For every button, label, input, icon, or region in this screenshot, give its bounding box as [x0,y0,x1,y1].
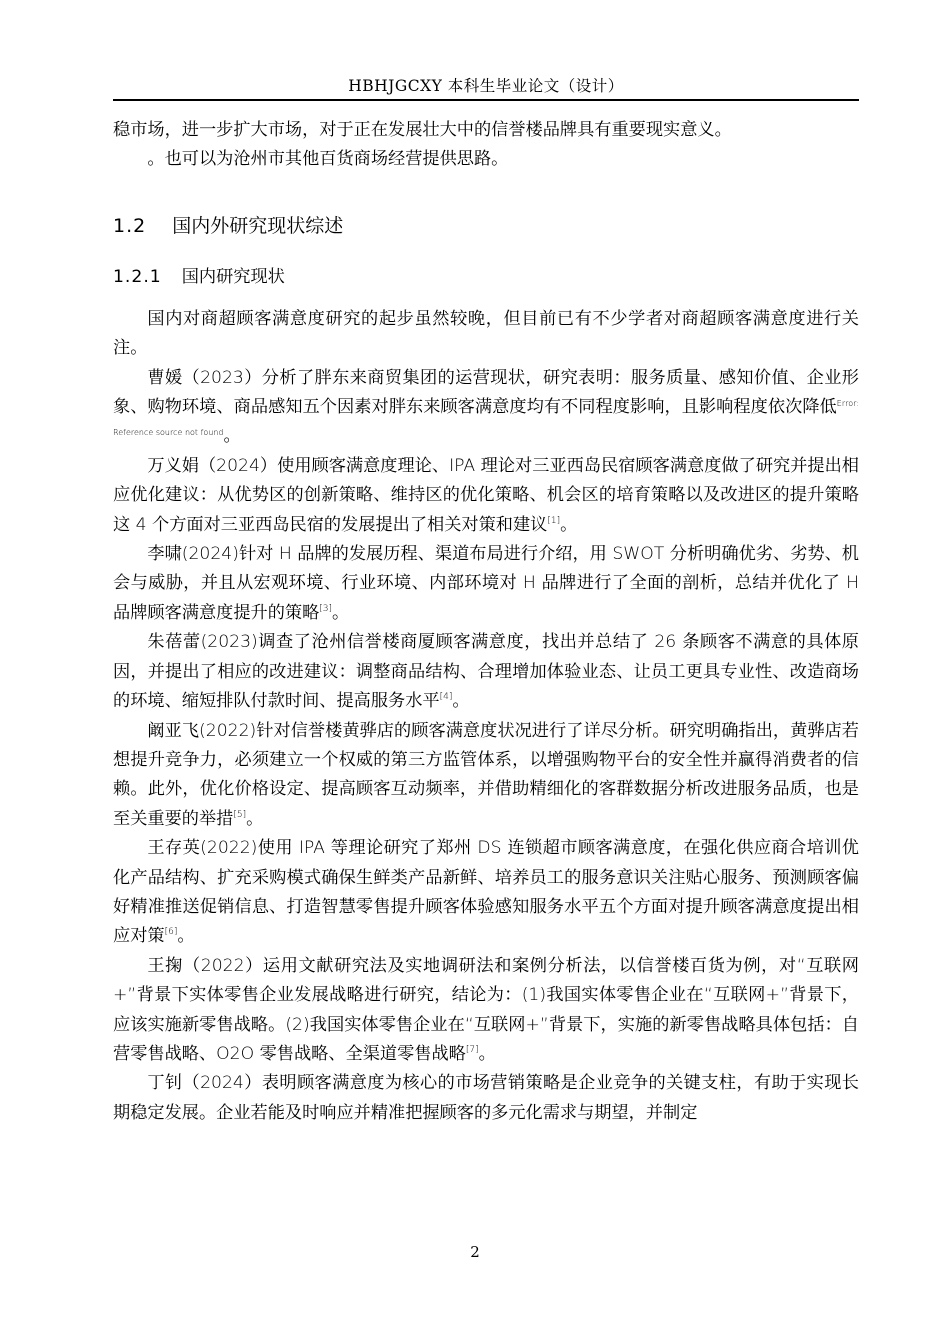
citation-error: Error: Reference source not found [113,399,859,438]
section-title: 国内外研究现状综述 [172,214,344,237]
paragraph-end: 。 [246,808,264,829]
citation: [7] [465,1044,479,1055]
citation: [4] [439,692,453,703]
paragraph-end: 。 [560,514,578,535]
body-paragraph [113,1069,859,1128]
body-paragraph [113,305,859,364]
citation: [5] [233,809,247,820]
paragraph-text: 朱蓓蕾(2023)调查了沧州信誉楼商厦顾客满意度，找出并总结了 26 条顾客不满意的具体原因，并提出了相应的改进建议：调整商品结构、合理增加体验业态、让员工更具专业性、改造商场的环境、缩短排队付款时间、提高服务水平 [113,632,859,712]
citation: [1] [547,515,561,526]
page-body [113,116,859,1128]
body-paragraph [113,952,859,1070]
body-paragraph [113,717,859,835]
citation: [6] [164,927,178,938]
paragraph-text: 丁钊（2024）表明顾客满意度为核心的市场营销策略是企业竞争的关键支柱，有助于实现长期稳定发展。企业若能及时响应并精准把握顾客的多元化需求与期望，并制定 [113,1073,859,1123]
section-heading [113,213,859,265]
paragraph-end: 。 [452,691,470,712]
body-paragraph [113,628,859,716]
paragraph-end: 。 [332,602,350,623]
paragraph-end: 。 [177,926,195,947]
citation: [3] [319,603,333,614]
paragraph-text: 曹媛（2023）分析了胖东来商贸集团的运营现状，研究表明：服务质量、感知价值、企业形象、购物环境、商品感知五个因素对胖东来顾客满意度均有不同程度影响，且影响程度依次降低 [113,367,859,418]
paragraph-text: 王存英(2022)使用 IPA 等理论研究了郑州 DS 连锁超市顾客满意度，在强化供应商合培训优化产品结构、扩充采购模式确保生鲜类产品新鲜、培养员工的服务意识关注贴心服务、预测顾客偏好精准推送促销信息、打造智慧零售提升顾客体验感知服务水平五个方面对提升顾客满意度提出相应对策 [113,838,859,947]
paragraph-text: 阚亚飞(2022)针对信誉楼黄骅店的顾客满意度状况进行了详尽分析。研究明确指出，黄骅店若想提升竞争力，必须建立一个权威的第三方监管体系，以增强购物平台的安全性并赢得消费者的信赖。此外，优化价格设定、提高顾客互动频率，并借助精细化的客群数据分析改进服务品质，也是至关重要的举措 [113,720,859,829]
paragraph-text: 王掬（2022）运用文献研究法及实地调研法和案例分析法，以信誉楼百货为例，对“互联网+”背景下实体零售企业发展战略进行研究，结论为：(1)我国实体零售企业在“互联网+”背景下，应该实施新零售战略。(2)我国实体零售企业在“互联网+”背景下，实施的新零售战略具体包括：自营零售战略、O2O 零售战略、全渠道零售战略 [113,955,859,1064]
page-number: 2 [470,1243,480,1261]
paragraph-text: 李啸(2024)针对 H 品牌的发展历程、渠道布局进行介绍，用 SWOT 分析明确优劣、劣势、机会与威胁，并且从宏观环境、行业环境、内部环境对 H 品牌进行了全面的剖析，总结并优化了 H 品牌顾客满意度提升的策略 [113,544,859,623]
running-header: HBHJGCXY 本科生毕业论文（设计） [348,77,624,95]
subsection-title: 国内研究现状 [181,266,285,287]
paragraph-end: 。 [223,426,241,447]
subsection-heading [113,265,859,305]
paragraph-text: 万义娟（2024）使用顾客满意度理论、IPA 理论对三亚西岛民宿顾客满意度做了研究并提出相应优化建议：从优势区的创新策略、维持区的优化策略、机会区的培育策略以及改进区的提升策略这 4 个方面对三亚西岛民宿的发展提出了相关对策和建议 [113,455,859,535]
body-paragraph [113,452,859,540]
body-paragraph [113,834,859,952]
paragraph-end: 。 [478,1043,496,1064]
subsection-number: 1.2.1 [113,266,162,287]
body-paragraph [113,364,859,452]
body-paragraph [113,540,859,628]
paragraph-text: 国内对商超顾客满意度研究的起步虽然较晚，但目前已有不少学者对商超顾客满意度进行关注。 [113,308,859,359]
intro-paragraph-1: 稳市场，进一步扩大市场，对于正在发展壮大中的信誉楼品牌具有重要现实意义。 [113,120,732,140]
header-rule [113,99,859,101]
intro-paragraph-2: 。也可以为沧州市其他百货商场经营提供思路。 [147,149,509,170]
section-number: 1.2 [113,214,147,237]
